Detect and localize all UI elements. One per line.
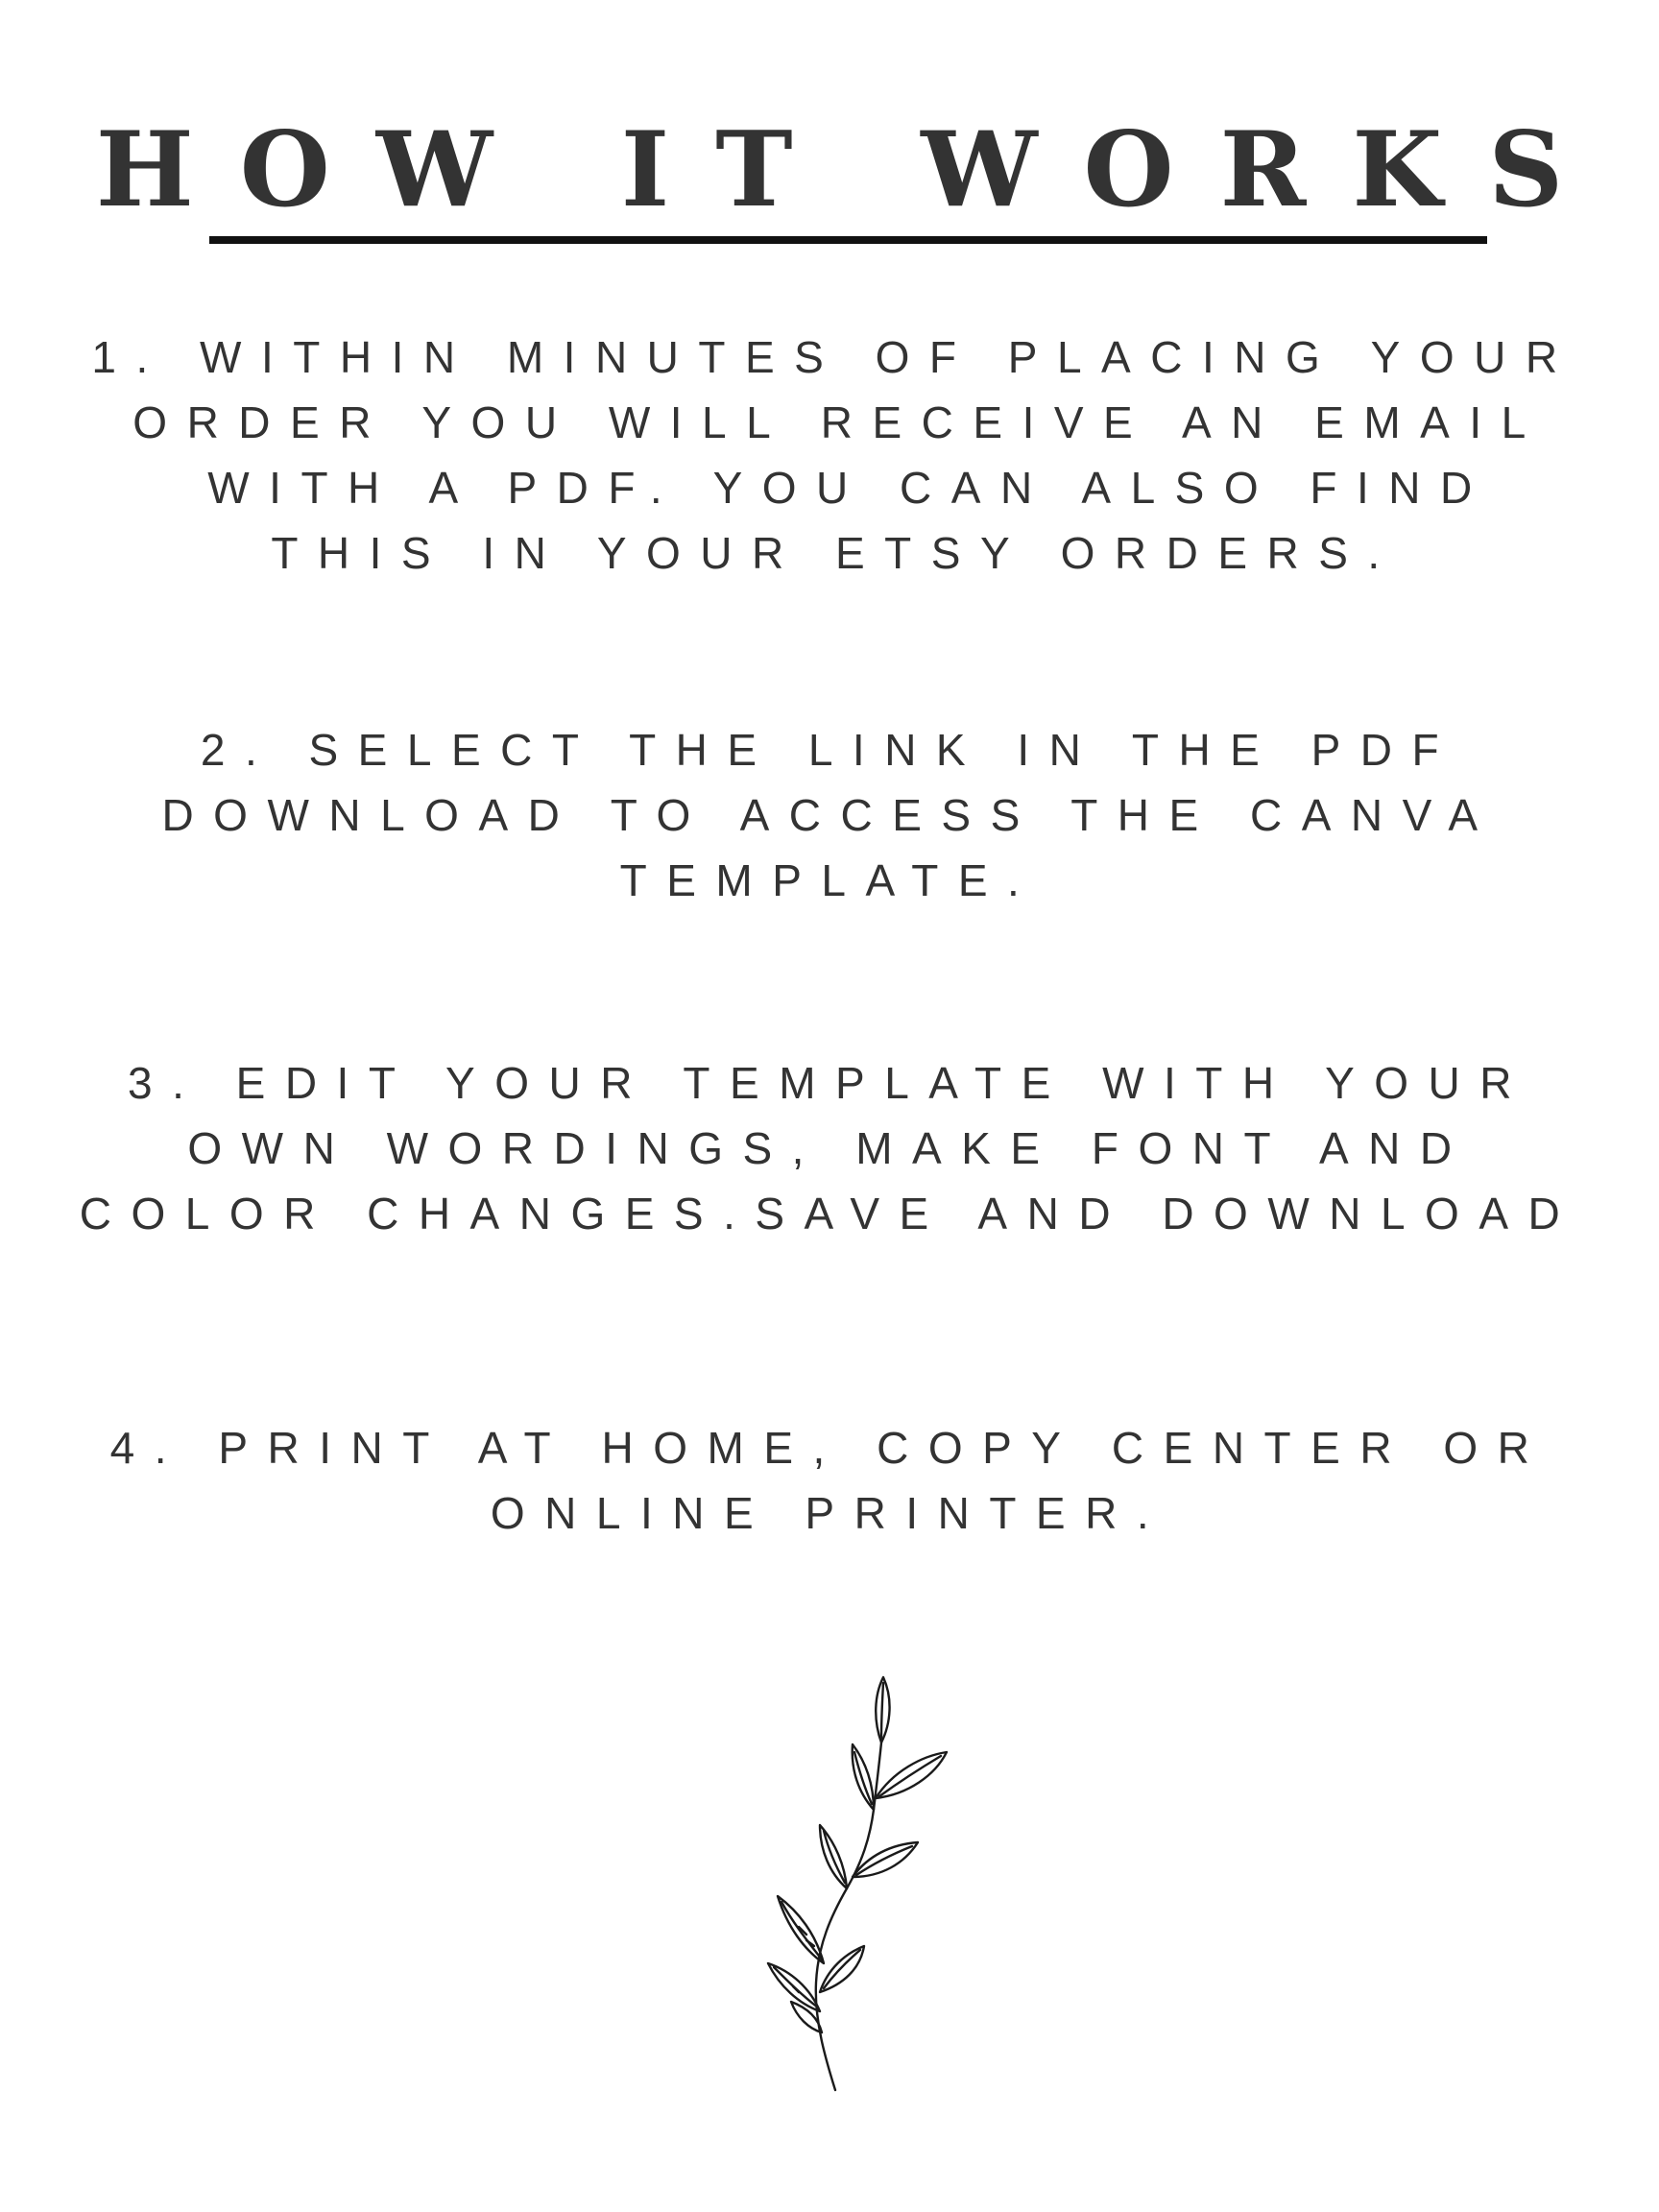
step-1-line-3: WITH A PDF. YOU CAN ALSO FIND (207, 463, 1492, 513)
step-3-line-1: 3. EDIT YOUR TEMPLATE WITH YOUR (128, 1058, 1531, 1108)
title-underline (209, 236, 1487, 244)
step-1 (0, 325, 1659, 586)
step-1-line-2: ORDER YOU WILL RECEIVE AN EMAIL (132, 397, 1546, 447)
step-3 (0, 1050, 1659, 1246)
step-4 (0, 1415, 1659, 1546)
leaf-sprig-icon (739, 1675, 950, 2098)
step-3-line-2: OWN WORDINGS, MAKE FONT AND (187, 1123, 1472, 1173)
step-4-line-1: 4. PRINT AT HOME, COPY CENTER OR (109, 1423, 1550, 1473)
step-2-line-1: 2. SELECT THE LINK IN THE PDF (200, 725, 1459, 775)
step-1-line-1: 1. WITHIN MINUTES OF PLACING YOUR (91, 332, 1577, 382)
step-4-line-2: ONLINE PRINTER. (490, 1488, 1169, 1538)
step-3-line-3: COLOR CHANGES.SAVE AND DOWNLOAD (79, 1189, 1580, 1238)
step-2 (0, 717, 1659, 913)
step-2-line-2: DOWNLOAD TO ACCESS THE CANVA (161, 790, 1498, 840)
step-2-line-3: TEMPLATE. (619, 855, 1040, 905)
page-title: HOW IT WORKS (95, 109, 1610, 230)
step-1-line-4: THIS IN YOUR ETSY ORDERS. (271, 528, 1400, 578)
